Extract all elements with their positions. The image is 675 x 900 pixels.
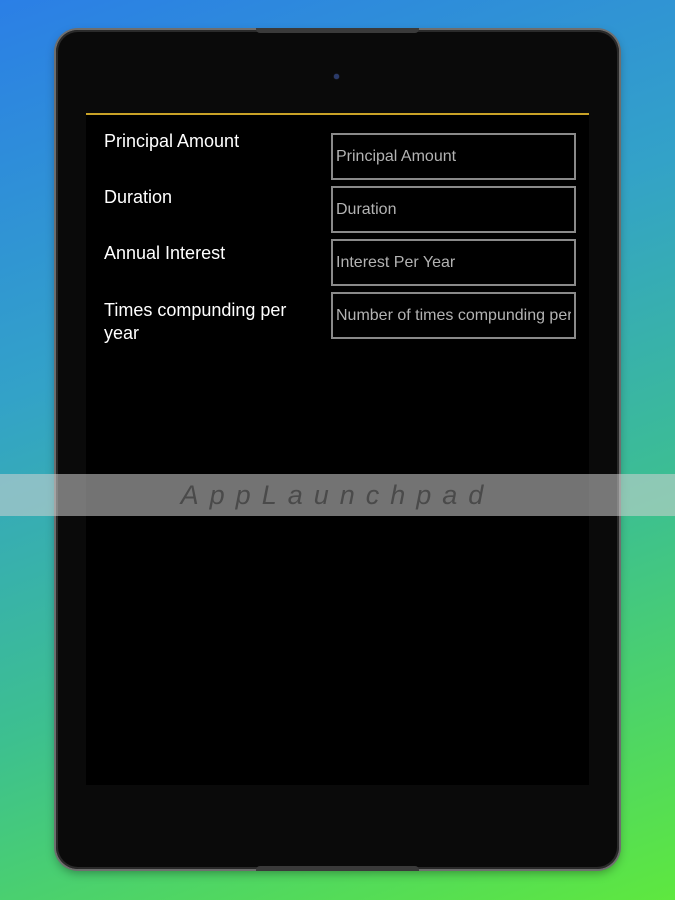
principal-label: Principal Amount	[104, 131, 240, 151]
interest-label: Annual Interest	[104, 243, 226, 263]
duration-label: Duration	[104, 187, 173, 207]
camera-icon	[334, 74, 339, 79]
watermark-banner	[0, 474, 675, 516]
compounding-label: Times compunding per year	[104, 300, 287, 343]
tablet-top-edge	[256, 28, 419, 33]
tablet-bottom-edge	[256, 866, 419, 871]
principal-input[interactable]	[331, 133, 576, 180]
duration-input[interactable]	[331, 186, 576, 233]
interest-input[interactable]	[331, 239, 576, 286]
watermark-text: AppLaunchpad	[180, 479, 495, 510]
tablet-frame	[56, 30, 619, 869]
compounding-input[interactable]	[331, 292, 576, 339]
app-screen	[86, 113, 589, 785]
